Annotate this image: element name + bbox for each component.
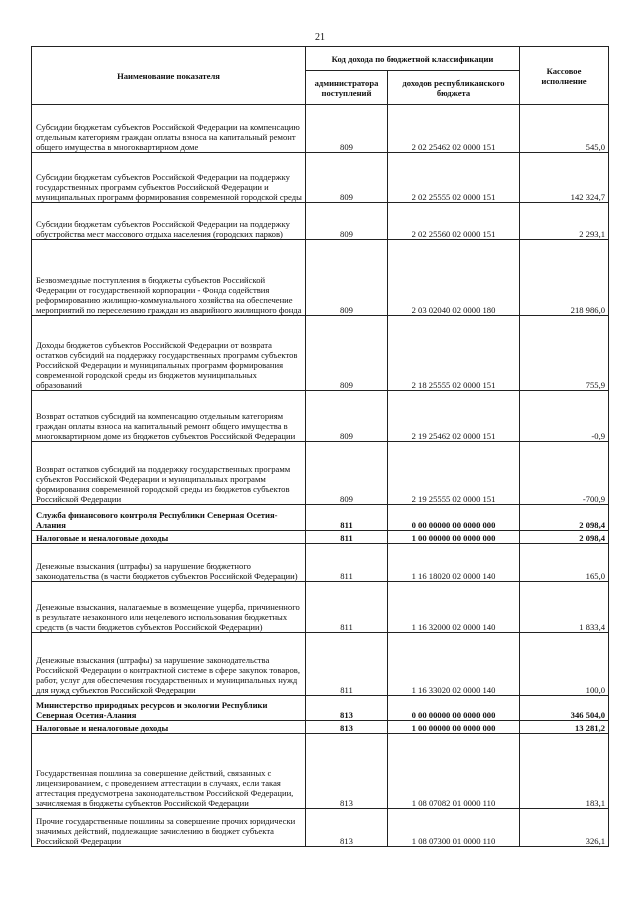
row-code-cell: 2 02 25462 02 0000 151 — [388, 105, 520, 153]
table-row — [32, 531, 609, 544]
row-value-cell: 218 986,0 — [520, 240, 609, 316]
row-name-cell: Служба финансового контроля Республики Северная Осетия-Алания — [32, 505, 306, 531]
row-code-cell: 2 19 25462 02 0000 151 — [388, 391, 520, 442]
row-value-cell: -700,9 — [520, 442, 609, 505]
row-code-cell: 1 00 00000 00 0000 000 — [388, 531, 520, 544]
budget-revenue-table — [31, 46, 609, 847]
row-admin-cell: 811 — [306, 531, 388, 544]
row-value-cell: 2 293,1 — [520, 203, 609, 240]
row-code-cell: 2 02 25560 02 0000 151 — [388, 203, 520, 240]
row-admin-cell: 813 — [306, 734, 388, 809]
table-row — [32, 203, 609, 240]
table-row — [32, 316, 609, 391]
row-admin-cell: 809 — [306, 153, 388, 203]
row-admin-cell: 811 — [306, 633, 388, 696]
row-code-cell: 1 16 18020 02 0000 140 — [388, 544, 520, 582]
table-row — [32, 391, 609, 442]
column-header-execution: Кассовое исполнение — [520, 47, 609, 105]
column-header-administrator: администратора поступлений — [306, 71, 388, 105]
row-admin-cell: 809 — [306, 442, 388, 505]
table-body — [32, 105, 609, 847]
column-header-revenue-code: доходов республиканского бюджета — [388, 71, 520, 105]
row-value-cell: -0,9 — [520, 391, 609, 442]
row-admin-cell: 809 — [306, 203, 388, 240]
table-row — [32, 442, 609, 505]
row-name-cell: Безвозмездные поступления в бюджеты субъектов Российской Федерации от государственной корпорации - Фонда содействия реформированию жилищно-коммунального хозяйства на обеспечение мероприятий по переселению граждан из аварийного жилищного фонда — [32, 240, 306, 316]
row-name-cell: Возврат остатков субсидий на поддержку государственных программ субъектов Российской Федерации и муниципальных программ формирования современной городской среды из бюджетов субъектов Российской Федерации — [32, 442, 306, 505]
table-row — [32, 240, 609, 316]
row-value-cell: 100,0 — [520, 633, 609, 696]
row-admin-cell: 811 — [306, 582, 388, 633]
row-code-cell: 1 08 07082 01 0000 110 — [388, 734, 520, 809]
table-row — [32, 633, 609, 696]
row-name-cell: Доходы бюджетов субъектов Российской Федерации от возврата остатков субсидий на поддержку государственных программ субъектов Российской Федерации и муниципальных программ формирования современной городской среды из бюджетов муниципальных образований — [32, 316, 306, 391]
table-row — [32, 153, 609, 203]
column-header-code-group: Код дохода по бюджетной классификации — [306, 47, 520, 71]
row-admin-cell: 809 — [306, 240, 388, 316]
row-code-cell: 0 00 00000 00 0000 000 — [388, 696, 520, 721]
row-value-cell: 2 098,4 — [520, 531, 609, 544]
row-code-cell: 1 16 33020 02 0000 140 — [388, 633, 520, 696]
table-row — [32, 544, 609, 582]
row-admin-cell: 809 — [306, 105, 388, 153]
row-name-cell: Субсидии бюджетам субъектов Российской Федерации на поддержку обустройства мест массового отдыха населения (городских парков) — [32, 203, 306, 240]
table-row — [32, 105, 609, 153]
column-header-name: Наименование показателя — [32, 47, 306, 105]
table-row — [32, 809, 609, 847]
row-value-cell: 755,9 — [520, 316, 609, 391]
row-value-cell: 545,0 — [520, 105, 609, 153]
row-value-cell: 326,1 — [520, 809, 609, 847]
row-name-cell: Субсидии бюджетам субъектов Российской Федерации на компенсацию отдельным категориям граждан оплаты взноса на капитальный ремонт общего имущества в многоквартирном доме — [32, 105, 306, 153]
row-value-cell: 2 098,4 — [520, 505, 609, 531]
row-admin-cell: 811 — [306, 544, 388, 582]
table-row — [32, 696, 609, 721]
row-name-cell: Государственная пошлина за совершение действий, связанных с лицензированием, с проведением аттестации в случаях, если такая аттестация предусмотрена законодательством Российской Федерации, зачисляемая в бюджеты субъектов Российской Федерации — [32, 734, 306, 809]
row-admin-cell: 813 — [306, 696, 388, 721]
row-name-cell: Министерство природных ресурсов и экологии Республики Северная Осетия-Алания — [32, 696, 306, 721]
row-name-cell: Денежные взыскания, налагаемые в возмещение ущерба, причиненного в результате незаконного или нецелевого использования бюджетных средств (в части бюджетов субъектов Российской Федерации) — [32, 582, 306, 633]
table-row — [32, 505, 609, 531]
row-code-cell: 2 02 25555 02 0000 151 — [388, 153, 520, 203]
row-value-cell: 142 324,7 — [520, 153, 609, 203]
table-row — [32, 734, 609, 809]
row-admin-cell: 809 — [306, 316, 388, 391]
row-value-cell: 183,1 — [520, 734, 609, 809]
row-name-cell: Возврат остатков субсидий на компенсацию отдельным категориям граждан оплаты взноса на капитальный ремонт общего имущества в многоквартирном доме из бюджетов субъектов Российской Федерации — [32, 391, 306, 442]
row-code-cell: 2 19 25555 02 0000 151 — [388, 442, 520, 505]
row-code-cell: 0 00 00000 00 0000 000 — [388, 505, 520, 531]
row-name-cell: Налоговые и неналоговые доходы — [32, 721, 306, 734]
row-value-cell: 165,0 — [520, 544, 609, 582]
row-admin-cell: 809 — [306, 391, 388, 442]
row-name-cell: Денежные взыскания (штрафы) за нарушение бюджетного законодательства (в части бюджетов субъектов Российской Федерации) — [32, 544, 306, 582]
row-admin-cell: 813 — [306, 809, 388, 847]
row-name-cell: Денежные взыскания (штрафы) за нарушение законодательства Российской Федерации о контрактной системе в сфере закупок товаров, работ, услуг для обеспечения государственных и муниципальных нужд для нужд субъектов Российской Федерации — [32, 633, 306, 696]
row-name-cell: Прочие государственные пошлины за совершение прочих юридически значимых действий, подлежащие зачислению в бюджет субъекта Российской Федерации — [32, 809, 306, 847]
row-value-cell: 1 833,4 — [520, 582, 609, 633]
row-code-cell: 1 00 00000 00 0000 000 — [388, 721, 520, 734]
row-code-cell: 1 08 07300 01 0000 110 — [388, 809, 520, 847]
row-admin-cell: 811 — [306, 505, 388, 531]
row-value-cell: 13 281,2 — [520, 721, 609, 734]
table-row — [32, 582, 609, 633]
row-code-cell: 2 03 02040 02 0000 180 — [388, 240, 520, 316]
row-value-cell: 346 504,0 — [520, 696, 609, 721]
row-admin-cell: 813 — [306, 721, 388, 734]
row-name-cell: Субсидии бюджетам субъектов Российской Федерации на поддержку государственных программ субъектов Российской Федерации и муниципальных программ формирования современной городской среды — [32, 153, 306, 203]
row-name-cell: Налоговые и неналоговые доходы — [32, 531, 306, 544]
row-code-cell: 2 18 25555 02 0000 151 — [388, 316, 520, 391]
table-row — [32, 721, 609, 734]
page-number: 21 — [315, 32, 325, 43]
row-code-cell: 1 16 32000 02 0000 140 — [388, 582, 520, 633]
